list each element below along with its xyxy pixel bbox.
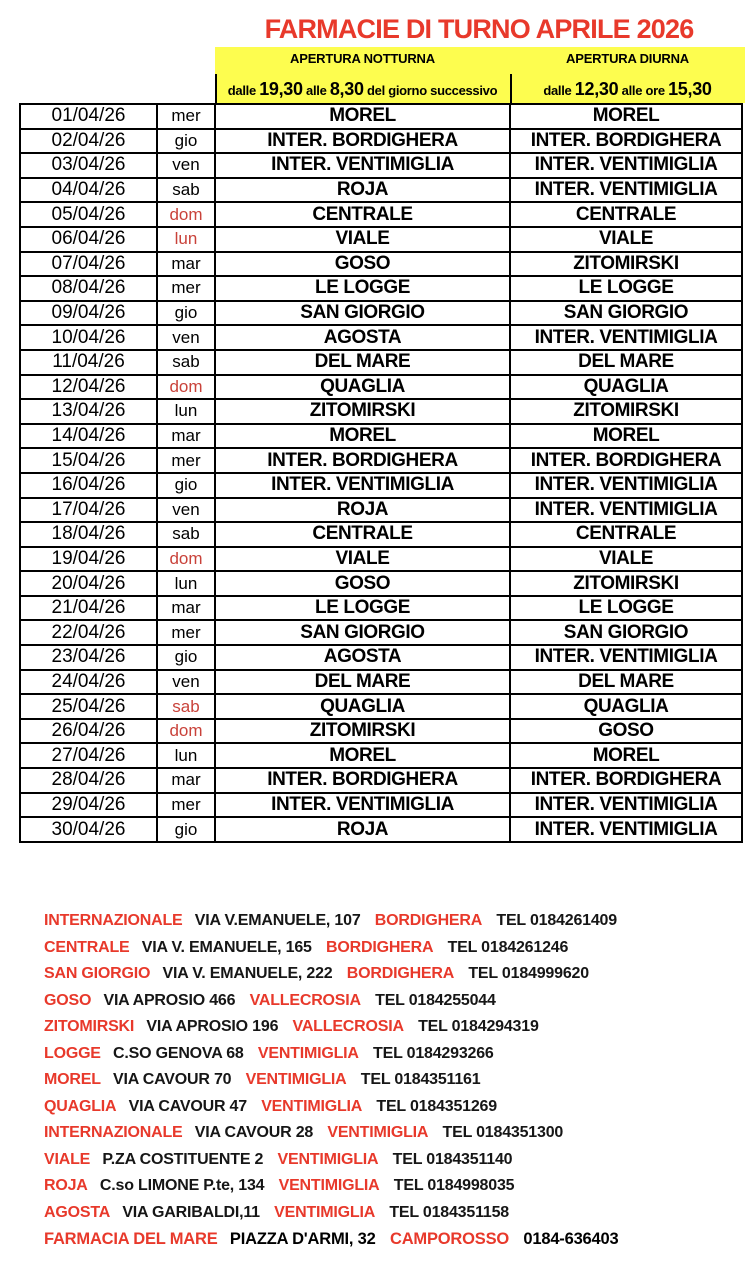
schedule-row	[20, 670, 742, 695]
day-pharmacy-cell: QUAGLIA	[510, 375, 742, 400]
day-pharmacy-cell: ZITOMIRSKI	[510, 399, 742, 424]
schedule-row	[20, 719, 742, 744]
weekday-cell: ven	[157, 325, 215, 350]
schedule-row	[20, 448, 742, 473]
night-pharmacy-cell: ROJA	[215, 498, 510, 523]
pharmacy-name: INTERNAZIONALE	[44, 1124, 183, 1141]
day-pharmacy-cell: INTER. BORDIGHERA	[510, 129, 742, 154]
directory-entry	[44, 1120, 744, 1147]
weekday-cell: ven	[157, 498, 215, 523]
day-pharmacy-cell: INTER. BORDIGHERA	[510, 768, 742, 793]
night-pharmacy-cell: QUAGLIA	[215, 694, 510, 719]
pharmacy-phone: TEL 0184261246	[447, 938, 569, 956]
night-pharmacy-cell: VIALE	[215, 227, 510, 252]
weekday-cell: mer	[157, 620, 215, 645]
date-cell: 25/04/26	[20, 694, 157, 719]
date-cell: 02/04/26	[20, 129, 157, 154]
pharmacy-city: CAMPOROSSO	[390, 1230, 510, 1248]
pharmacy-address: VIA CAVOUR 70	[113, 1071, 232, 1088]
weekday-cell: ven	[157, 153, 215, 178]
header-day-title: APERTURA DIURNA	[566, 51, 689, 66]
night-pharmacy-cell: VIALE	[215, 547, 510, 572]
night-pharmacy-cell: CENTRALE	[215, 202, 510, 227]
date-cell: 28/04/26	[20, 768, 157, 793]
pharmacy-address: VIA CAVOUR 28	[194, 1124, 314, 1141]
date-cell: 21/04/26	[20, 596, 157, 621]
weekday-cell: dom	[157, 719, 215, 744]
weekday-cell: sab	[157, 178, 215, 203]
weekday-cell: ven	[157, 670, 215, 695]
weekday-cell: mer	[157, 104, 215, 129]
date-cell: 04/04/26	[20, 178, 157, 203]
pharmacy-city: VENTIMIGLIA	[274, 1203, 376, 1221]
pharmacy-address: VIA V. EMANUELE, 222	[162, 965, 333, 982]
night-pharmacy-cell: INTER. BORDIGHERA	[215, 448, 510, 473]
pharmacy-city: VENTIMIGLIA	[257, 1044, 359, 1062]
pharmacy-phone: 0184-636403	[523, 1230, 619, 1248]
pharmacy-address: C.SO GENOVA 68	[113, 1044, 244, 1062]
directory-entry	[44, 1147, 744, 1174]
schedule-row	[20, 227, 742, 252]
pharmacy-name: INTERNAZIONALE	[44, 912, 183, 929]
schedule-row	[20, 694, 742, 719]
directory-entry	[44, 1014, 744, 1041]
pharmacy-city: VENTIMIGLIA	[245, 1071, 347, 1088]
pharmacy-name: QUAGLIA	[44, 1097, 117, 1115]
pharmacy-address: P.ZA COSTITUENTE 2	[102, 1150, 264, 1168]
schedule-row	[20, 129, 742, 154]
schedule-row	[20, 350, 742, 375]
pharmacy-address: VIA GARIBALDI,11	[122, 1203, 260, 1221]
schedule-row	[20, 793, 742, 818]
day-pharmacy-cell: INTER. BORDIGHERA	[510, 448, 742, 473]
directory-entry	[44, 1067, 744, 1094]
night-pharmacy-cell: DEL MARE	[215, 670, 510, 695]
schedule-row	[20, 817, 742, 842]
date-cell: 17/04/26	[20, 498, 157, 523]
header-day-column	[510, 47, 745, 103]
night-pharmacy-cell: ZITOMIRSKI	[215, 719, 510, 744]
night-pharmacy-cell: MOREL	[215, 424, 510, 449]
date-cell: 09/04/26	[20, 301, 157, 326]
schedule-row	[20, 375, 742, 400]
weekday-cell: lun	[157, 399, 215, 424]
pharmacy-phone: TEL 0184294319	[418, 1018, 539, 1035]
schedule-row	[20, 301, 742, 326]
schedule-row	[20, 276, 742, 301]
schedule-row	[20, 325, 742, 350]
day-pharmacy-cell: ZITOMIRSKI	[510, 571, 742, 596]
schedule-row	[20, 498, 742, 523]
date-cell: 18/04/26	[20, 522, 157, 547]
pharmacy-phone: TEL 0184351158	[389, 1203, 509, 1221]
pharmacy-city: VENTIMIGLIA	[278, 1177, 380, 1194]
schedule-row	[20, 399, 742, 424]
pharmacy-address: VIA APROSIO 466	[103, 991, 236, 1009]
night-pharmacy-cell: INTER. BORDIGHERA	[215, 129, 510, 154]
schedule-row	[20, 202, 742, 227]
date-cell: 26/04/26	[20, 719, 157, 744]
directory-entry	[44, 1094, 744, 1121]
day-pharmacy-cell: INTER. VENTIMIGLIA	[510, 645, 742, 670]
header-day-hours	[510, 79, 745, 100]
day-pharmacy-cell: MOREL	[510, 743, 742, 768]
weekday-cell: gio	[157, 301, 215, 326]
pharmacy-name: FARMACIA DEL MARE	[44, 1230, 218, 1248]
date-cell: 30/04/26	[20, 817, 157, 842]
pharmacy-name: MOREL	[44, 1071, 101, 1088]
night-pharmacy-cell: DEL MARE	[215, 350, 510, 375]
pharmacy-name: LOGGE	[44, 1044, 101, 1062]
day-pharmacy-cell: LE LOGGE	[510, 596, 742, 621]
date-cell: 29/04/26	[20, 793, 157, 818]
night-pharmacy-cell: MOREL	[215, 743, 510, 768]
pharmacy-name: GOSO	[44, 991, 92, 1009]
schedule-table	[19, 103, 743, 843]
pharmacy-city: BORDIGHERA	[326, 938, 434, 956]
schedule-row	[20, 178, 742, 203]
pharmacy-city: VALLECROSIA	[292, 1018, 404, 1035]
night-pharmacy-cell: ZITOMIRSKI	[215, 399, 510, 424]
day-pharmacy-cell: INTER. VENTIMIGLIA	[510, 793, 742, 818]
hour-text: del giorno successivo	[363, 83, 498, 98]
weekday-cell: mar	[157, 596, 215, 621]
pharmacy-phone: TEL 0184351161	[360, 1071, 481, 1088]
weekday-cell: dom	[157, 547, 215, 572]
date-cell: 20/04/26	[20, 571, 157, 596]
pharmacy-name: VIALE	[44, 1150, 91, 1168]
pharmacy-address: VIA CAVOUR 47	[128, 1097, 247, 1115]
day-pharmacy-cell: SAN GIORGIO	[510, 620, 742, 645]
weekday-cell: mer	[157, 448, 215, 473]
day-pharmacy-cell: MOREL	[510, 104, 742, 129]
weekday-cell: lun	[157, 227, 215, 252]
night-pharmacy-cell: ROJA	[215, 817, 510, 842]
directory-entry	[44, 908, 744, 935]
night-pharmacy-cell: INTER. VENTIMIGLIA	[215, 793, 510, 818]
pharmacy-address: PIAZZA D'ARMI, 32	[229, 1230, 376, 1248]
date-cell: 22/04/26	[20, 620, 157, 645]
night-pharmacy-cell: AGOSTA	[215, 325, 510, 350]
schedule-row	[20, 571, 742, 596]
pharmacy-city: BORDIGHERA	[346, 965, 455, 982]
header-night-hours	[215, 79, 510, 100]
date-cell: 24/04/26	[20, 670, 157, 695]
date-cell: 05/04/26	[20, 202, 157, 227]
weekday-cell: mar	[157, 768, 215, 793]
day-pharmacy-cell: INTER. VENTIMIGLIA	[510, 178, 742, 203]
pharmacy-city: VENTIMIGLIA	[277, 1150, 379, 1168]
night-pharmacy-cell: INTER. VENTIMIGLIA	[215, 153, 510, 178]
header-night-title: APERTURA NOTTURNA	[290, 51, 435, 66]
schedule-row	[20, 522, 742, 547]
date-cell: 12/04/26	[20, 375, 157, 400]
day-pharmacy-cell: DEL MARE	[510, 670, 742, 695]
night-pharmacy-cell: CENTRALE	[215, 522, 510, 547]
weekday-cell: gio	[157, 129, 215, 154]
day-pharmacy-cell: SAN GIORGIO	[510, 301, 742, 326]
night-pharmacy-cell: MOREL	[215, 104, 510, 129]
weekday-cell: mer	[157, 276, 215, 301]
schedule-header	[215, 47, 745, 103]
schedule-row	[20, 424, 742, 449]
pharmacy-phone: TEL 0184999620	[468, 965, 589, 982]
day-pharmacy-cell: INTER. VENTIMIGLIA	[510, 153, 742, 178]
day-pharmacy-cell: CENTRALE	[510, 522, 742, 547]
pharmacy-address: VIA V. EMANUELE, 165	[141, 938, 312, 956]
directory-entry	[44, 1226, 744, 1253]
day-pharmacy-cell: INTER. VENTIMIGLIA	[510, 325, 742, 350]
day-pharmacy-cell: QUAGLIA	[510, 694, 742, 719]
weekday-cell: sab	[157, 522, 215, 547]
day-pharmacy-cell: VIALE	[510, 547, 742, 572]
pharmacy-address: C.so LIMONE P.te, 134	[99, 1177, 265, 1194]
directory-entry	[44, 935, 744, 962]
hour-value: 15,30	[668, 79, 712, 99]
night-pharmacy-cell: SAN GIORGIO	[215, 620, 510, 645]
night-pharmacy-cell: INTER. BORDIGHERA	[215, 768, 510, 793]
pharmacy-name: AGOSTA	[44, 1203, 111, 1221]
hour-text: dalle	[543, 83, 575, 98]
date-cell: 15/04/26	[20, 448, 157, 473]
weekday-cell: lun	[157, 743, 215, 768]
night-pharmacy-cell: LE LOGGE	[215, 276, 510, 301]
hour-value: 8,30	[329, 79, 364, 99]
pharmacy-phone: TEL 0184351300	[442, 1124, 564, 1141]
schedule-row	[20, 473, 742, 498]
weekday-cell: gio	[157, 645, 215, 670]
date-cell: 13/04/26	[20, 399, 157, 424]
night-pharmacy-cell: GOSO	[215, 571, 510, 596]
pharmacy-phone: TEL 0184255044	[375, 991, 496, 1009]
weekday-cell: sab	[157, 350, 215, 375]
day-pharmacy-cell: MOREL	[510, 424, 742, 449]
date-cell: 23/04/26	[20, 645, 157, 670]
date-cell: 10/04/26	[20, 325, 157, 350]
night-pharmacy-cell: LE LOGGE	[215, 596, 510, 621]
weekday-cell: mar	[157, 424, 215, 449]
pharmacy-city: BORDIGHERA	[374, 912, 483, 929]
pharmacy-city: VENTIMIGLIA	[261, 1097, 363, 1115]
hour-text: alle ore	[618, 83, 669, 98]
day-pharmacy-cell: CENTRALE	[510, 202, 742, 227]
hour-text: alle	[302, 83, 330, 98]
night-pharmacy-cell: AGOSTA	[215, 645, 510, 670]
directory-entry	[44, 1041, 744, 1068]
weekday-cell: dom	[157, 375, 215, 400]
date-cell: 11/04/26	[20, 350, 157, 375]
night-pharmacy-cell: INTER. VENTIMIGLIA	[215, 473, 510, 498]
weekday-cell: dom	[157, 202, 215, 227]
directory-entry	[44, 1200, 744, 1227]
pharmacy-address: VIA V.EMANUELE, 107	[194, 912, 361, 929]
weekday-cell: gio	[157, 817, 215, 842]
day-pharmacy-cell: ZITOMIRSKI	[510, 252, 742, 277]
date-cell: 19/04/26	[20, 547, 157, 572]
night-pharmacy-cell: ROJA	[215, 178, 510, 203]
pharmacy-phone: TEL 0184261409	[496, 912, 617, 929]
directory-entry	[44, 961, 744, 988]
night-pharmacy-cell: GOSO	[215, 252, 510, 277]
pharmacy-city: VENTIMIGLIA	[327, 1124, 429, 1141]
day-pharmacy-cell: INTER. VENTIMIGLIA	[510, 473, 742, 498]
pharmacy-city: VALLECROSIA	[249, 991, 361, 1009]
pharmacy-address: VIA APROSIO 196	[146, 1018, 279, 1035]
date-cell: 06/04/26	[20, 227, 157, 252]
date-cell: 01/04/26	[20, 104, 157, 129]
weekday-cell: mar	[157, 252, 215, 277]
date-cell: 08/04/26	[20, 276, 157, 301]
page-title: FARMACIE DI TURNO APRILE 2026	[264, 14, 694, 44]
day-pharmacy-cell: INTER. VENTIMIGLIA	[510, 817, 742, 842]
weekday-cell: sab	[157, 694, 215, 719]
pharmacy-directory	[44, 908, 744, 1253]
schedule-row	[20, 547, 742, 572]
pharmacy-name: ZITOMIRSKI	[44, 1018, 135, 1035]
date-cell: 27/04/26	[20, 743, 157, 768]
day-pharmacy-cell: GOSO	[510, 719, 742, 744]
date-cell: 14/04/26	[20, 424, 157, 449]
day-pharmacy-cell: VIALE	[510, 227, 742, 252]
date-cell: 16/04/26	[20, 473, 157, 498]
hour-value: 19,30	[259, 79, 303, 99]
day-pharmacy-cell: INTER. VENTIMIGLIA	[510, 498, 742, 523]
schedule-row	[20, 743, 742, 768]
header-night-column	[215, 47, 510, 103]
day-pharmacy-cell: LE LOGGE	[510, 276, 742, 301]
night-pharmacy-cell: QUAGLIA	[215, 375, 510, 400]
pharmacy-phone: TEL 0184998035	[393, 1177, 515, 1194]
date-cell: 07/04/26	[20, 252, 157, 277]
date-cell: 03/04/26	[20, 153, 157, 178]
schedule-row	[20, 104, 742, 129]
schedule-row	[20, 645, 742, 670]
pharmacy-name: ROJA	[44, 1177, 88, 1194]
weekday-cell: gio	[157, 473, 215, 498]
directory-entry	[44, 988, 744, 1015]
pharmacy-name: CENTRALE	[44, 938, 130, 956]
pharmacy-name: SAN GIORGIO	[44, 965, 151, 982]
pharmacy-phone: TEL 0184293266	[373, 1044, 494, 1062]
hour-text: dalle	[227, 83, 260, 98]
schedule-row	[20, 252, 742, 277]
weekday-cell: mer	[157, 793, 215, 818]
hour-value: 12,30	[574, 79, 619, 99]
pharmacy-phone: TEL 0184351140	[392, 1150, 513, 1168]
schedule-row	[20, 768, 742, 793]
schedule-row	[20, 596, 742, 621]
directory-entry	[44, 1173, 744, 1200]
weekday-cell: lun	[157, 571, 215, 596]
schedule-row	[20, 620, 742, 645]
night-pharmacy-cell: SAN GIORGIO	[215, 301, 510, 326]
pharmacy-phone: TEL 0184351269	[376, 1097, 497, 1115]
schedule-row	[20, 153, 742, 178]
day-pharmacy-cell: DEL MARE	[510, 350, 742, 375]
